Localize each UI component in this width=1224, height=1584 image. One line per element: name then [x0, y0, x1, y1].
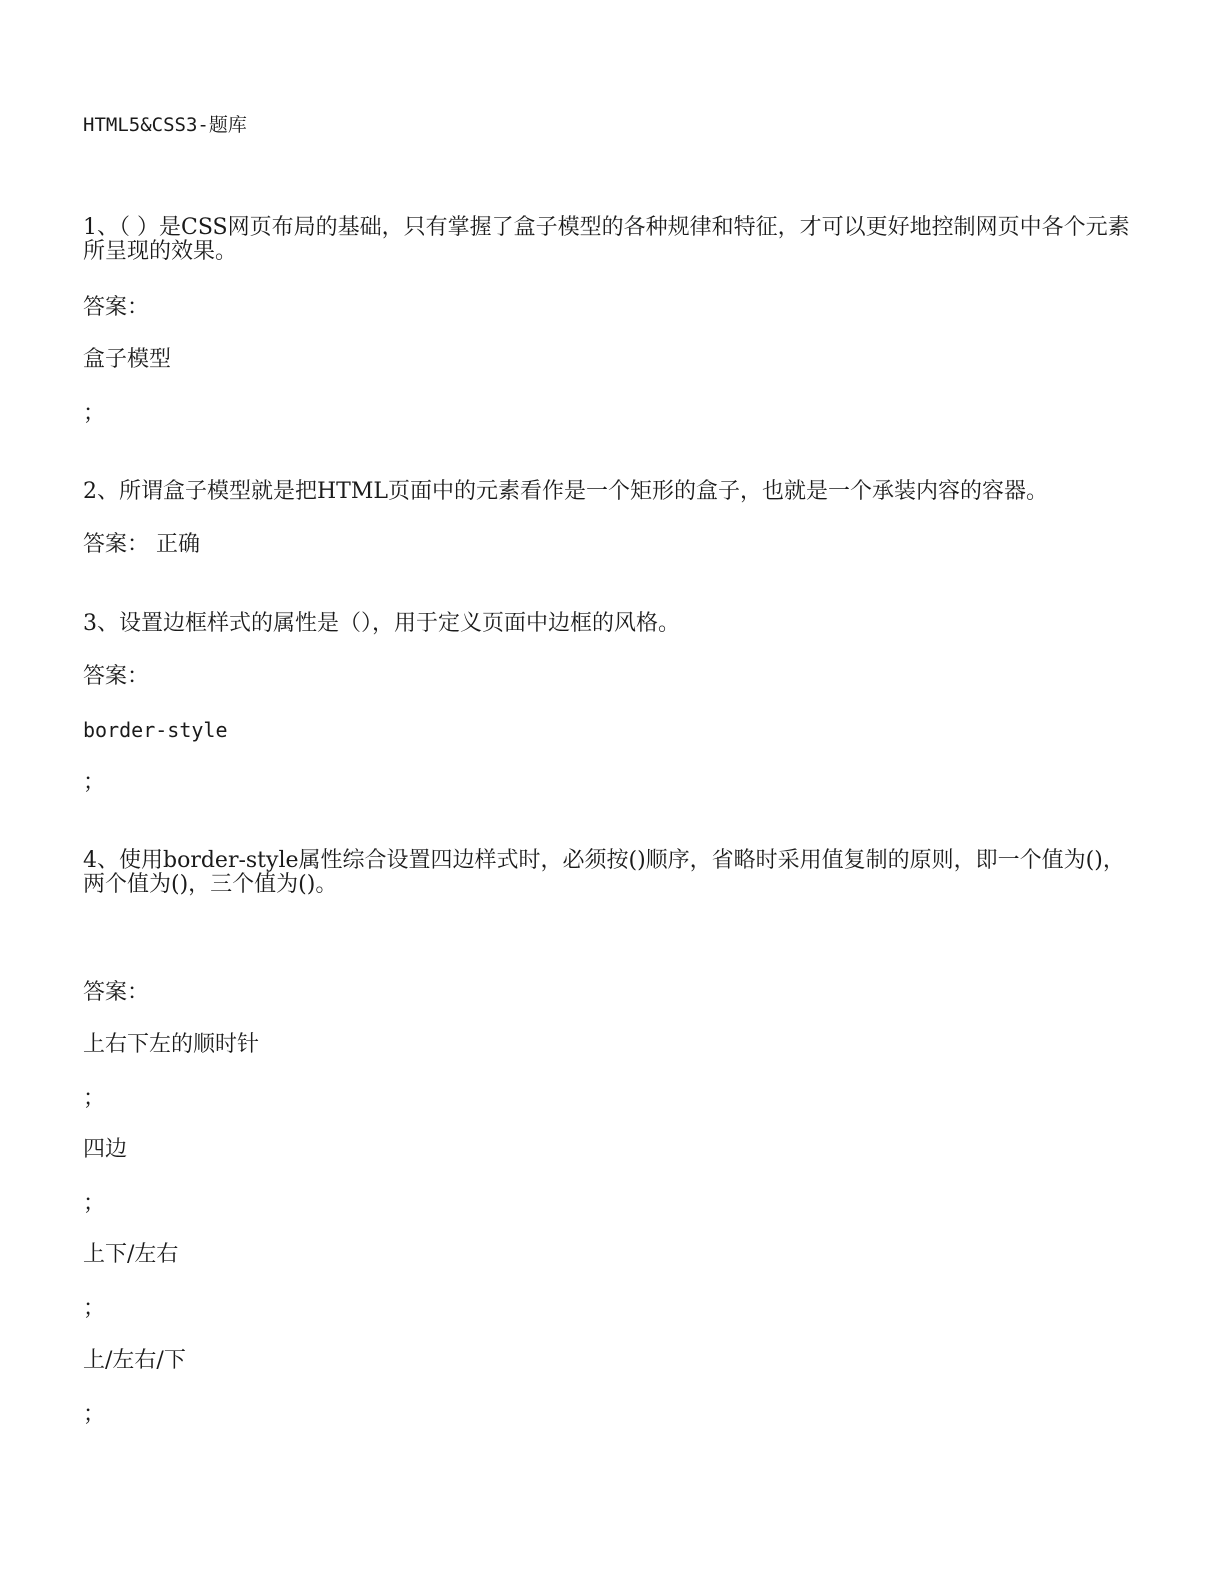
question-4-answer-4: 上/左右/下 — [83, 1348, 186, 1373]
document-title: HTML5&CSS3-题库 — [83, 114, 247, 136]
question-3-separator: ； — [83, 770, 106, 795]
question-4-separator-3: ； — [83, 1296, 106, 1321]
question-3-text: 3、设置边框样式的属性是（），用于定义页面中边框的风格。 — [83, 611, 680, 636]
question-4-answer-2: 四边 — [83, 1137, 128, 1162]
question-4-answer-1: 上右下左的顺时针 — [83, 1032, 260, 1057]
question-1-answer: 盒子模型 — [83, 347, 172, 372]
question-4-separator-4: ； — [83, 1402, 106, 1427]
question-1-text: 1、（ ）是CSS网页布局的基础，只有掌握了盒子模型的各种规律和特征，才可以更好地控制网页中各个元素所呈现的效果。 — [83, 215, 1130, 264]
question-4-answer-label: 答案： — [83, 980, 150, 1005]
question-3-answer: border-style — [83, 718, 228, 742]
question-4-text: 4、使用border-style属性综合设置四边样式时，必须按()顺序，省略时采用值复制的原则，即一个值为()，两个值为()，三个值为()。 — [83, 848, 1125, 897]
question-4-separator-1: ； — [83, 1086, 106, 1111]
question-2-text: 2、所谓盒子模型就是把HTML页面中的元素看作是一个矩形的盒子，也就是一个承装内容的容器。 — [83, 479, 1048, 504]
question-2-answer: 答案： 正确 — [83, 532, 200, 557]
question-4-separator-2: ； — [83, 1191, 106, 1216]
question-1-answer-label: 答案： — [83, 295, 150, 320]
question-4-answer-3: 上下/左右 — [83, 1242, 179, 1267]
question-1-separator: ； — [83, 401, 106, 426]
question-3-answer-label: 答案： — [83, 664, 150, 689]
